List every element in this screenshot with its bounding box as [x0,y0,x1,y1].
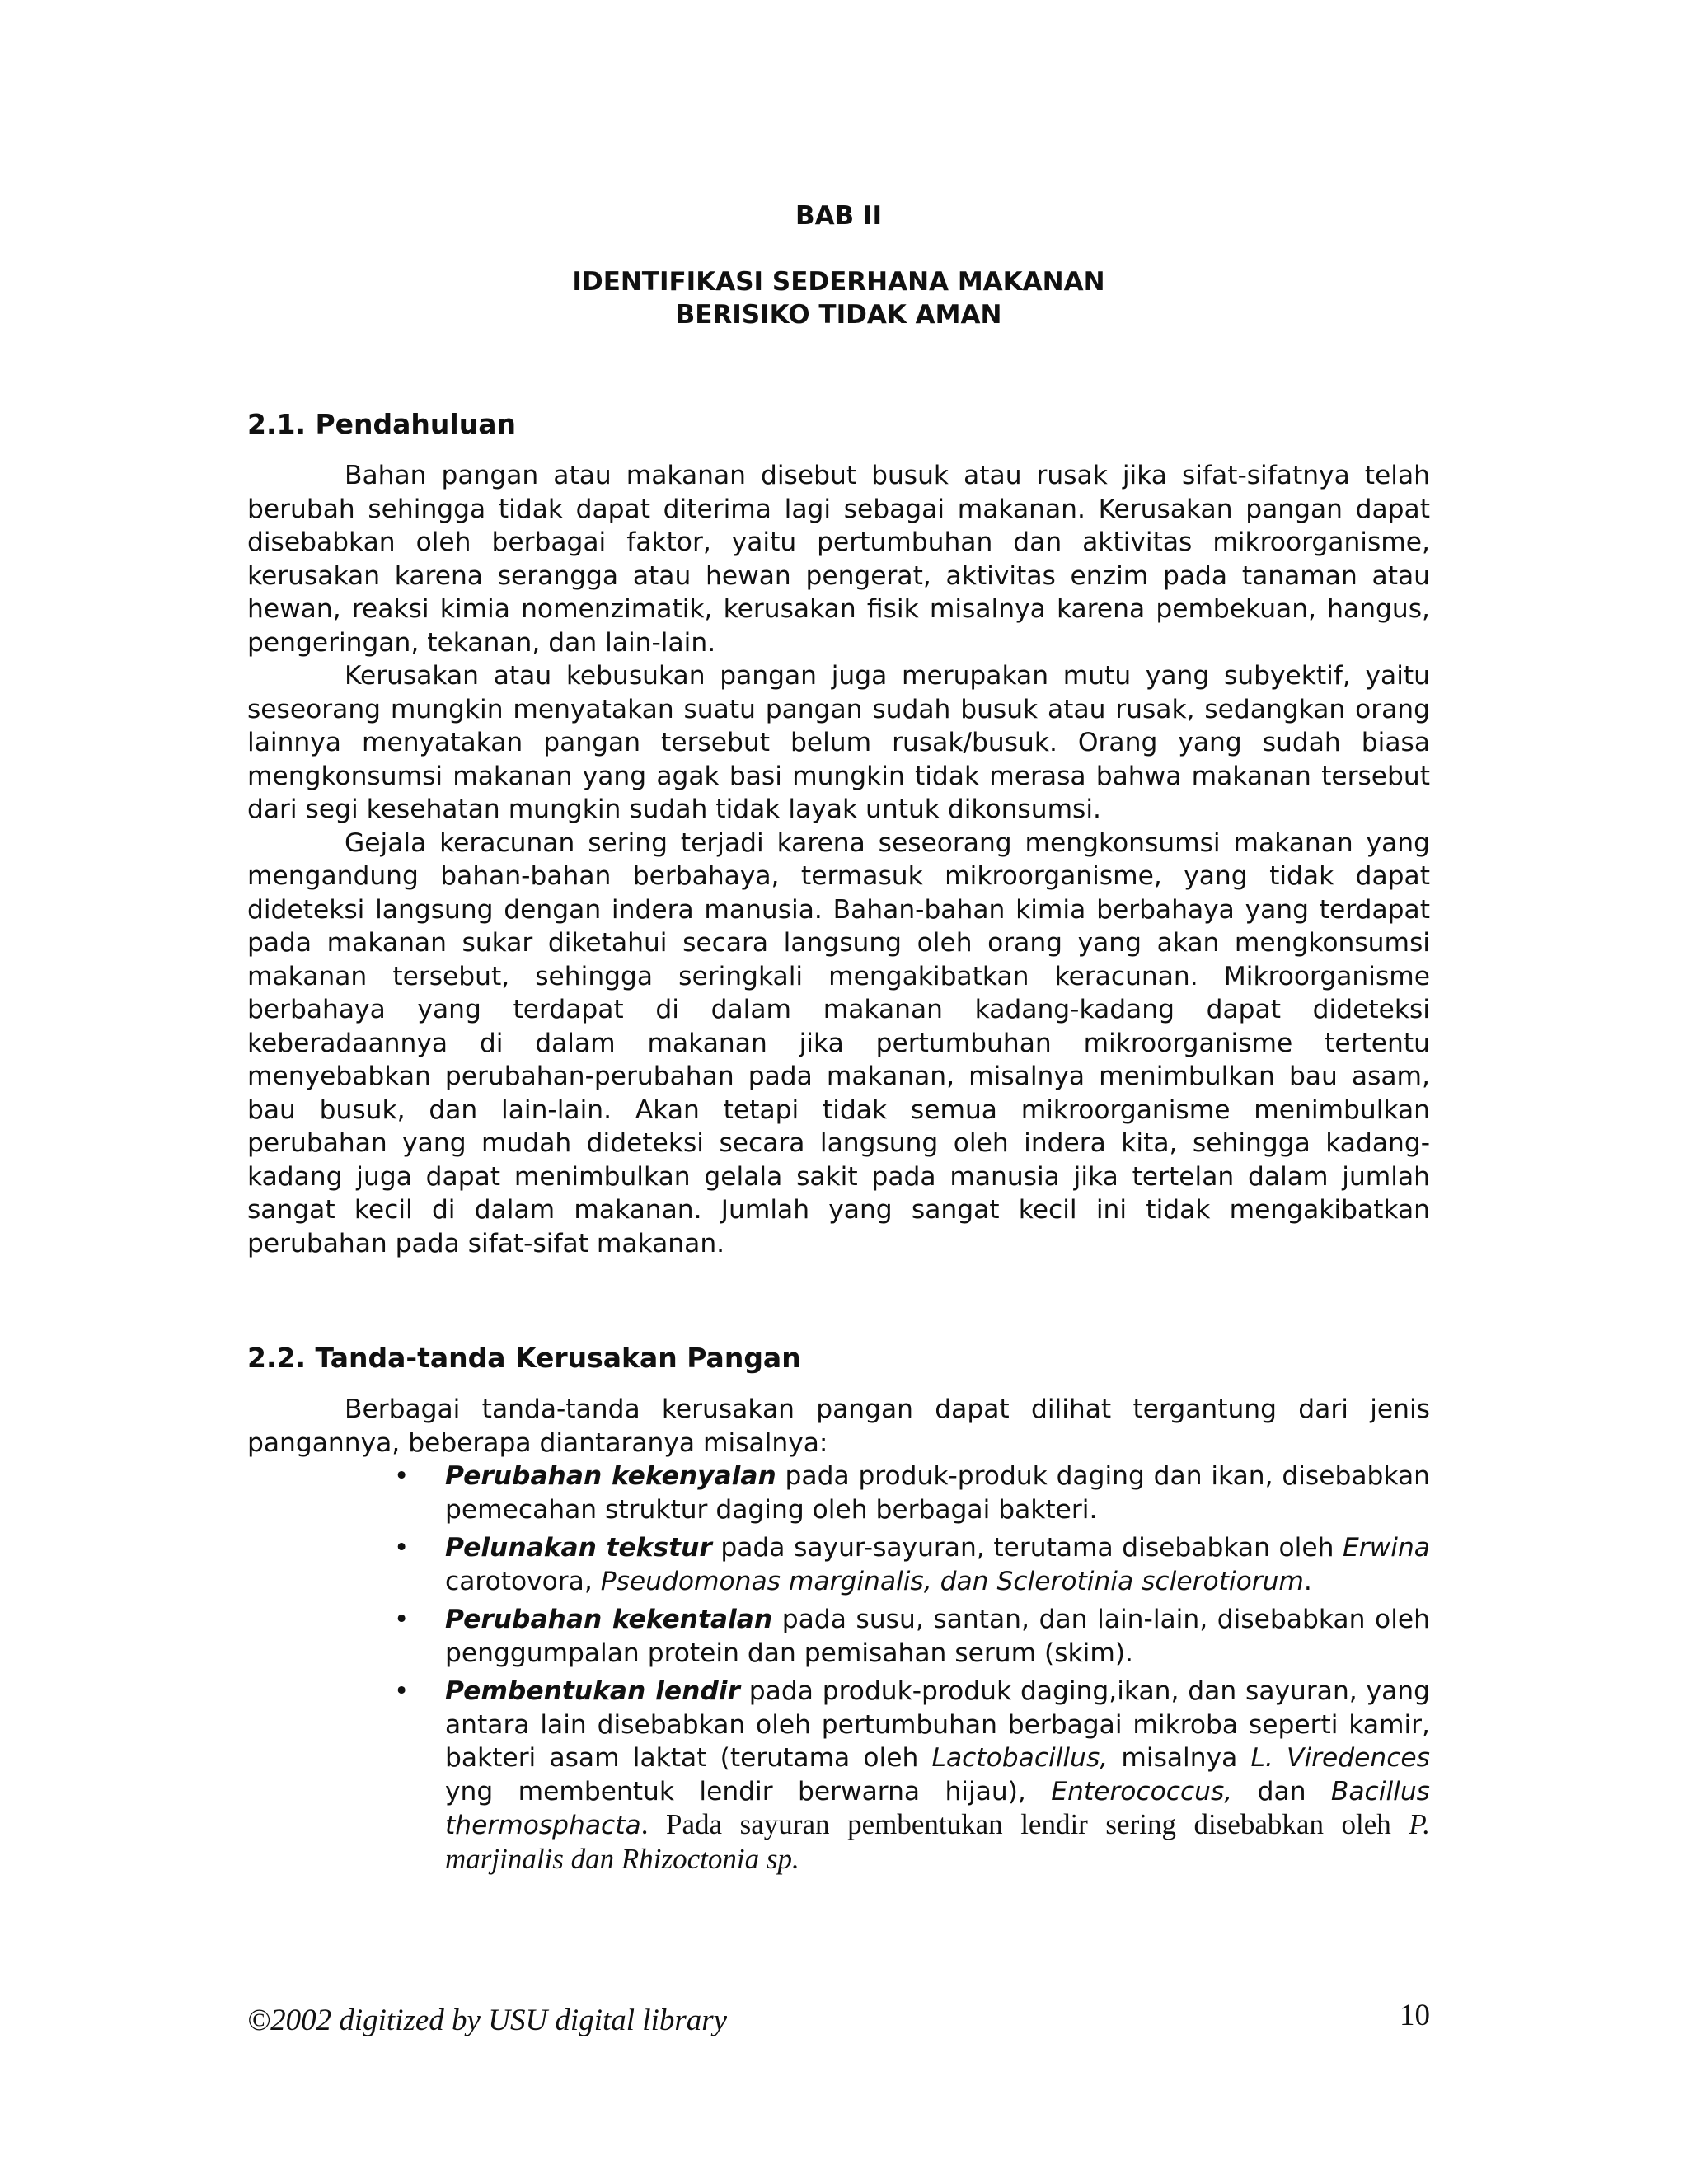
list-item-text: . [1303,1566,1312,1596]
chapter-title-line-2: BERISIKO TIDAK AMAN [675,300,1002,330]
scientific-name: Enterococcus, [1051,1776,1233,1807]
document-page [247,0,1430,2184]
section-intro-tanda-kerusakan [247,1393,1430,1460]
list-item-text: yng membentuk lendir berwarna hijau), [445,1776,1052,1807]
bullet-icon: • [394,1533,410,1563]
list-item-text: pada produk-produk daging,ikan, dan sayuran, yang antara lain disebabkan oleh pertumbuhan berbagai mikroba seperti kamir, bakteri asam laktat (terutama oleh [445,1676,1430,1773]
scientific-name: Erwina [1343,1533,1430,1563]
paragraph: Gejala keracunan sering terjadi karena seseorang mengkonsumsi makanan yang mengandung bahan-bahan berbahaya, termasuk mikroorganisme, yang tidak dapat dideteksi langsung dengan indera manusia. Bahan-bahan kimia berbahaya yang terdapat pada makanan sukar diketahui secara langsung oleh orang yang akan mengkonsumsi makanan tersebut, sehingga seringkali mengakibatkan keracunan. Mikroorganisme berbahaya yang terdapat di dalam makanan kadang-kadang dapat dideteksi keberadaannya di dalam makanan jika pertumbuhan mikroorganisme tertentu menyebabkan perubahan-perubahan pada makanan, misalnya menimbulkan bau asam, bau busuk, dan lain-lain. Akan tetapi tidak semua mikroorganisme menimbulkan perubahan yang mudah dideteksi secara langsung oleh indera kita, sehingga kadang-kadang juga dapat menimbulkan gelala sakit pada manusia jika tertelan dalam jumlah sangat kecil di dalam makanan. Jumlah yang sangat kecil ini tidak mengakibatkan perubahan pada sifat-sifat makanan. [247,827,1430,1258]
list-item-term: Perubahan kekentalan [445,1605,773,1634]
list-item [247,1675,1430,1877]
chapter-number: BAB II [795,201,883,231]
scientific-name: Bacillus thermosphacta [445,1776,1430,1840]
list-item-text: misalnya [1108,1743,1251,1773]
paragraph: Berbagai tanda-tanda kerusakan pangan dapat dilihat tergantung dari jenis pangannya, beberapa diantaranya misalnya: [247,1394,1430,1458]
list-item-term: Pembentukan lendir [445,1676,740,1706]
scientific-name: Pseudomonas marginalis, dan Sclerotinia sclerotiorum [600,1566,1304,1596]
list-item-term: Perubahan kekenyalan [445,1461,776,1491]
damage-signs-list [247,1460,1430,1882]
section-body-pendahuluan [247,459,1430,1260]
scientific-name: Lactobacillus, [931,1743,1109,1773]
list-item-text: pada sayur-sayuran, terutama disebabkan oleh [711,1533,1343,1563]
list-item [247,1460,1430,1526]
section-heading-pendahuluan: 2.1. Pendahuluan [247,408,516,440]
paragraph: Kerusakan atau kebusukan pangan juga merupakan mutu yang subyektif, yaitu seseorang mungkin menyatakan suatu pangan sudah busuk atau rusak, sedangkan orang lainnya menyatakan pangan tersebut belum rusak/busuk. Orang yang sudah biasa mengkonsumsi makanan yang agak basi mungkin tidak merasa bahwa makanan tersebut dari segi kesehatan mungkin sudah tidak layak untuk dikonsumsi. [247,661,1430,824]
chapter-title-line-1: IDENTIFIKASI SEDERHANA MAKANAN [572,267,1105,297]
bullet-icon: • [394,1676,410,1706]
list-item-text: . Pada sayuran pembentukan lendir sering disebabkan oleh [640,1808,1409,1840]
page-number: 10 [1400,1999,1430,2032]
list-item-text: dan [1232,1776,1331,1807]
bullet-icon: • [394,1461,410,1491]
list-item-term: Pelunakan tekstur [445,1533,712,1563]
section-heading-tanda-kerusakan: 2.2. Tanda-tanda Kerusakan Pangan [247,1342,801,1374]
scientific-name: P. marjinalis dan Rhizoctonia sp. [445,1808,1430,1875]
chapter-title [247,265,1430,331]
list-item [247,1531,1430,1598]
scientific-name: L. Viredences [1250,1743,1430,1773]
list-item-text: carotovora, [445,1566,601,1596]
paragraph: Bahan pangan atau makanan disebut busuk atau rusak jika sifat-sifatnya telah berubah sehingga tidak dapat diterima lagi sebagai makanan. Kerusakan pangan dapat disebabkan oleh berbagai faktor, yaitu pertumbuhan dan aktivitas mikroorganisme, kerusakan karena serangga atau hewan pengerat, aktivitas enzim pada tanaman atau hewan, reaksi kimia nomenzimatik, kerusakan fisik misalnya karena pembekuan, hangus, pengeringan, tekanan, dan lain-lain. [247,461,1430,658]
list-item-text: pada susu, santan, dan lain-lain, disebabkan oleh penggumpalan protein dan pemisahan serum (skim). [445,1605,1430,1668]
list-item-text: pada produk-produk daging dan ikan, disebabkan pemecahan struktur daging oleh berbagai bakteri. [445,1461,1430,1525]
bullet-icon: • [394,1605,410,1634]
list-item [247,1603,1430,1670]
footer-copyright: ©2002 digitized by USU digital library [247,2004,728,2037]
